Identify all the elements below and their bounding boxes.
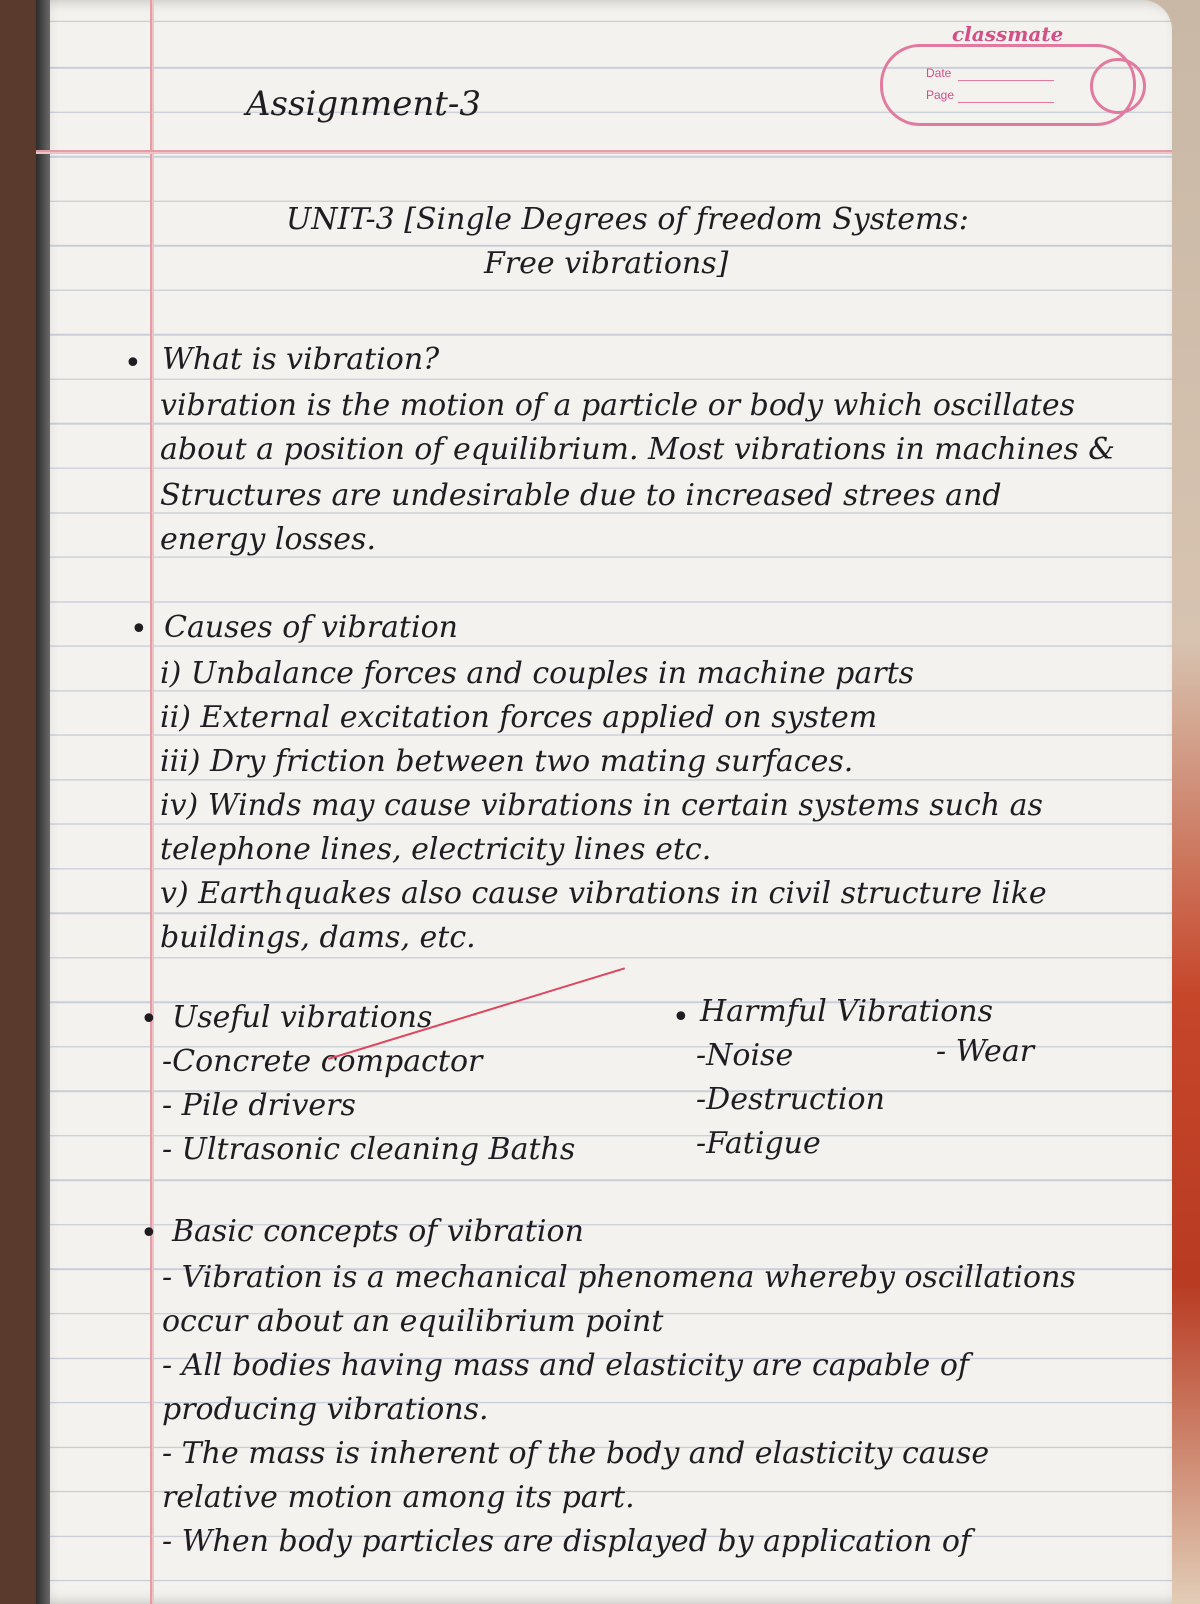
what-is-vibration-line: energy losses.: [160, 522, 376, 557]
basic-line: occur about an equilibrium point: [162, 1304, 664, 1339]
cause-item: i) Unbalance forces and couples in machine parts: [160, 656, 915, 691]
unit-title-line1: UNIT-3 [Single Degrees of freedom Systems:: [286, 202, 969, 237]
cause-item: telephone lines, electricity lines etc.: [160, 832, 712, 867]
bullet-causes: •: [130, 612, 148, 647]
header-line: [36, 150, 1172, 154]
notebook-binding: [36, 0, 50, 1604]
basic-line: - When body particles are displayed by application of: [162, 1524, 971, 1559]
stamp-curl-icon: [1090, 58, 1146, 114]
harmful-item: -Destruction: [696, 1082, 885, 1117]
what-is-vibration-line: about a position of equilibrium. Most vibrations in machines &: [160, 432, 1115, 467]
basic-line: - Vibration is a mechanical phenomena whereby oscillations: [162, 1260, 1076, 1295]
cause-item: v) Earthquakes also cause vibrations in civil structure like: [160, 876, 1047, 911]
section-title-basic: Basic concepts of vibration: [172, 1214, 584, 1249]
harmful-item: -Fatigue: [696, 1126, 821, 1161]
stamp-date-rule: [958, 80, 1054, 81]
cause-item: ii) External excitation forces applied on system: [160, 700, 878, 735]
useful-item: -Concrete compactor: [162, 1044, 483, 1079]
cause-item: iii) Dry friction between two mating surfaces.: [160, 744, 854, 779]
basic-line: producing vibrations.: [162, 1392, 489, 1427]
basic-line: - All bodies having mass and elasticity are capable of: [162, 1348, 969, 1383]
bullet-basic: •: [140, 1216, 158, 1251]
what-is-vibration-line: vibration is the motion of a particle or body which oscillates: [160, 388, 1075, 423]
useful-item: - Pile drivers: [162, 1088, 356, 1123]
what-is-vibration-line: Structures are undesirable due to increased strees and: [160, 478, 1002, 513]
harmful-item-wear: - Wear: [936, 1034, 1035, 1069]
assignment-heading: Assignment-3: [246, 84, 482, 124]
bullet-useful: •: [140, 1002, 158, 1037]
margin-line: [150, 0, 154, 1604]
stamp-date-label: Date: [926, 66, 952, 80]
bullet-harmful: •: [672, 1000, 690, 1035]
section-title-what-is-vibration: What is vibration?: [162, 342, 440, 377]
cause-item: iv) Winds may cause vibrations in certain systems such as: [160, 788, 1043, 823]
section-title-harmful: Harmful Vibrations: [700, 994, 993, 1029]
useful-item: - Ultrasonic cleaning Baths: [162, 1132, 576, 1167]
harmful-item: -Noise: [696, 1038, 794, 1073]
notebook-page: [36, 0, 1172, 1604]
bullet-what-is-vibration: •: [124, 346, 142, 381]
cause-item: buildings, dams, etc.: [160, 920, 476, 955]
basic-line: - The mass is inherent of the body and elasticity cause: [162, 1436, 990, 1471]
section-title-useful: Useful vibrations: [172, 1000, 433, 1035]
unit-title-line2: Free vibrations]: [484, 246, 729, 281]
stamp-page-rule: [958, 102, 1054, 103]
stamp-brand: classmate: [952, 22, 1064, 46]
stamp-page-label: Page: [926, 88, 955, 102]
section-title-causes: Causes of vibration: [164, 610, 458, 645]
basic-line: relative motion among its part.: [162, 1480, 635, 1515]
